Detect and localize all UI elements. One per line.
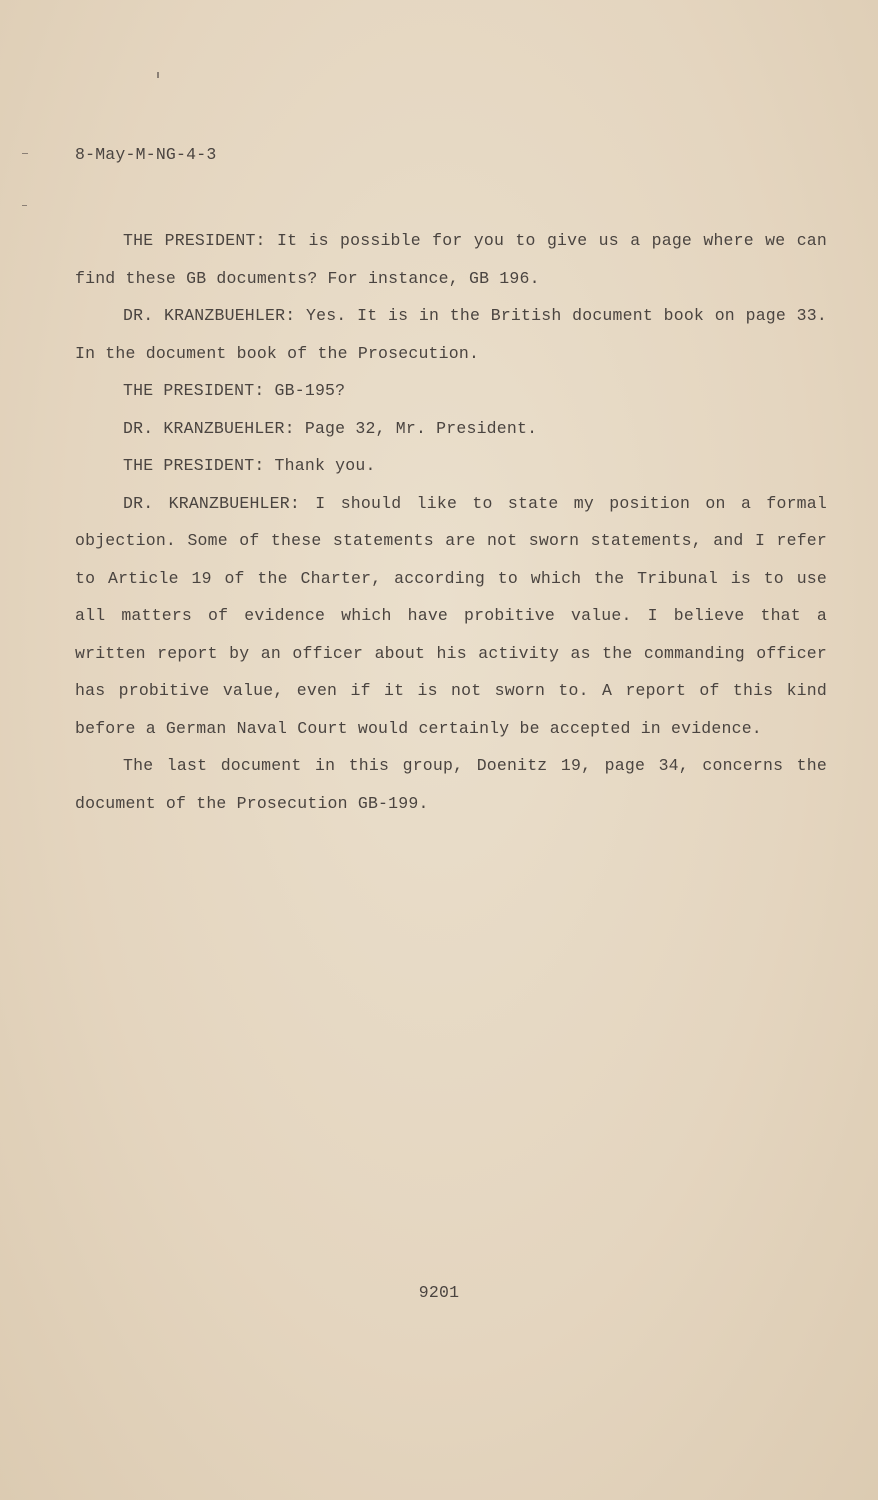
paragraph-text: GB-195? [274, 381, 346, 400]
margin-mark [22, 153, 28, 154]
page-number: 9201 [418, 1283, 460, 1302]
transcript-paragraph [75, 485, 827, 748]
paragraph-text: I should like to state my position on a formal objection. Some of these statements are not sworn statements, and I refer to Article 19 of the Charter, according to which the Tribunal is to use all matters of evidence which have probitive value. I believe that a written report by an officer about his activity as the commanding officer has probitive value, even if it is not sworn to. A report of this kind before a German Naval Court would certainly be accepted in evidence. [75, 493, 827, 738]
transcript-paragraph [75, 372, 827, 410]
paragraph-text: Yes. It is in the British document book on page 33. In the document book of the Prosecution. [75, 306, 827, 363]
speaker-label: DR. KRANZBUEHLER: [123, 306, 296, 325]
speaker-label: DR. KRANZBUEHLER: [123, 418, 295, 438]
transcript-paragraph [75, 410, 827, 448]
paragraph-text: Page 32, Mr. President. [304, 418, 538, 438]
speaker-label: THE PRESIDENT: [123, 456, 265, 475]
margin-mark [22, 205, 27, 206]
transcript-body [75, 222, 827, 822]
document-code: 8-May-M-NG-4-3 [75, 145, 217, 164]
speaker-label: THE PRESIDENT: [123, 231, 266, 250]
speaker-label: DR. KRANZBUEHLER: [123, 493, 300, 513]
paragraph-text: It is possible for you to give us a page where we can find these GB documents? For instance, GB 196. [75, 231, 827, 288]
transcript-paragraph [75, 447, 827, 485]
margin-mark [157, 72, 159, 78]
paragraph-text: The last document in this group, Doenitz 19, page 34, concerns the document of the Prosecution GB-199. [75, 756, 827, 813]
transcript-paragraph [75, 222, 827, 297]
paragraph-text: Thank you. [274, 456, 376, 475]
speaker-label: THE PRESIDENT: [123, 381, 265, 400]
transcript-paragraph [75, 297, 827, 372]
transcript-paragraph [75, 747, 827, 822]
